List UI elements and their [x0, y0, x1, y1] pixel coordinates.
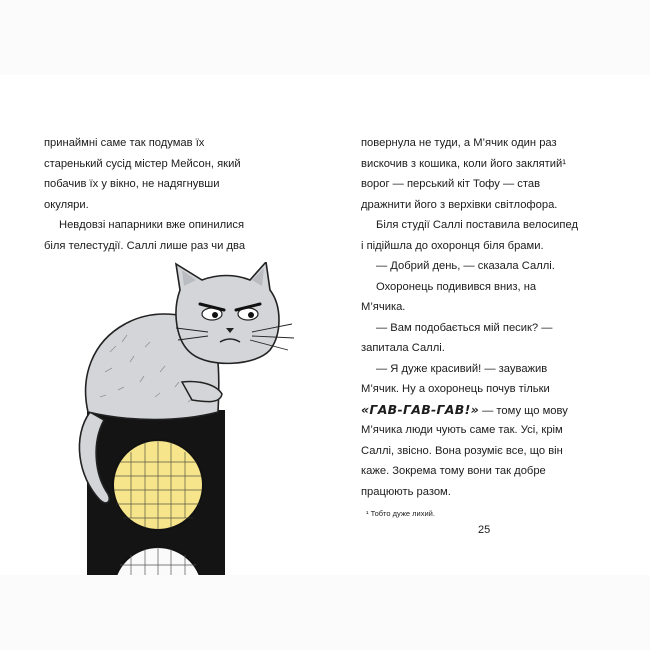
text-line: М’ячик. Ну а охоронець почув тільки [361, 383, 550, 395]
text-line: Невдовзі напарники вже опинилися [59, 219, 245, 231]
text-line: каже. Зокрема тому вони так добре [361, 465, 546, 477]
text-line: Біля студії Саллі поставила велосипед [376, 219, 578, 231]
text-line-gav [361, 400, 611, 421]
text-line: окуляри. [44, 198, 89, 211]
text-line: — Я дуже красивий! — зауважив [376, 362, 548, 375]
text-line: М’ячика люди чують саме так. Усі, крім [361, 424, 563, 436]
text-fragment: — тому що мову [479, 404, 568, 417]
grumpy-cat-on-traffic-light-icon [70, 262, 310, 575]
text-line: — Вам подобається мій песик? — [376, 321, 553, 334]
page-number: 25 [478, 524, 491, 536]
yellow-lamp-icon [113, 440, 203, 530]
text-line: побачив їх у вікно, не надягнувши [44, 178, 220, 190]
text-line: Саллі, звісно. Вона розуміє все, що він [361, 444, 563, 457]
text-line: і підійшла до охоронця біля брами. [361, 239, 544, 252]
text-line: працюють разом. [361, 485, 451, 498]
text-line: Охоронець подивився вниз, на [376, 280, 537, 293]
text-line: дражнити його з верхівки світлофора. [361, 198, 558, 211]
text-line: запитала Саллі. [361, 342, 445, 354]
text-line: повернула не туди, а М’ячик один раз [361, 137, 557, 149]
right-page-text [361, 133, 611, 502]
text-line: М’ячика. [361, 301, 406, 313]
text-line: вискочив з кошика, коли його заклятий¹ [361, 157, 567, 170]
footnote: ¹ Тобто дуже лихий. [366, 509, 435, 518]
text-line: старенький сусід містер Мейсон, який [44, 157, 241, 170]
text-line: ворог — перський кіт Тофу — став [361, 178, 541, 190]
text-line: — Добрий день, — сказала Саллі. [376, 260, 555, 272]
left-page-text [44, 133, 284, 256]
gav-gav-text: «ГАВ-ГАВ-ГАВ!» [361, 401, 480, 417]
text-line: принаймні саме так подумав їх [44, 137, 205, 149]
text-line: біля телестудії. Саллі лише раз чи два [44, 239, 246, 252]
